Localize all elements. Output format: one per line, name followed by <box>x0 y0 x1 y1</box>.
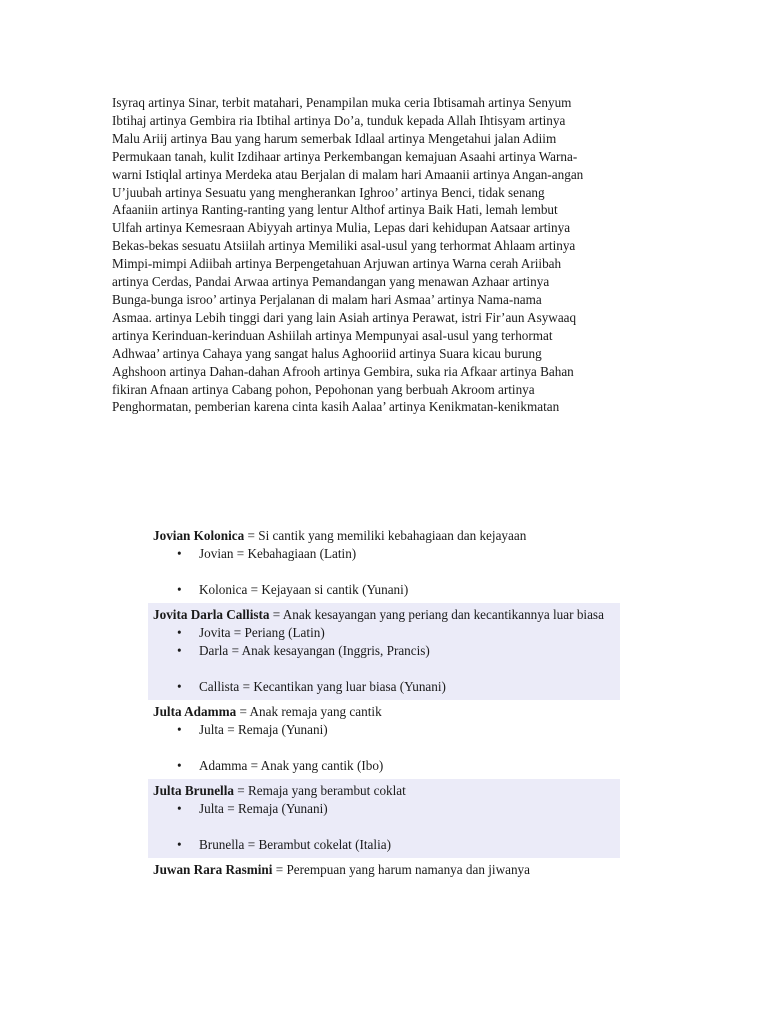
paragraph-line: Mimpi-mimpi Adiibah artinya Berpengetahuan Arjuwan artinya Warna cerah Ariibah <box>112 256 562 272</box>
paragraph-line: artinya Cerdas, Pandai Arwaa artinya Pemandangan yang menawan Azhaar artinya <box>112 274 550 290</box>
name-entry <box>148 700 620 779</box>
paragraph-line: Bekas-bekas sesuatu Atsiilah artinya Memiliki asal-usul yang terhormat Ahlaam artinya <box>112 238 576 254</box>
name-entries-list <box>148 524 620 883</box>
origin-item: • Adamma = Anak yang cantik (Ibo) <box>153 757 615 775</box>
paragraph-line: Ulfah artinya Kemesraan Abiyyah artinya Mulia, Lepas dari kehidupan Aatsaar artinya <box>112 220 571 236</box>
origin-item: • Jovita = Periang (Latin) <box>153 624 615 642</box>
name-entry <box>148 779 620 858</box>
paragraph-line: artinya Kerinduan-kerinduan Ashiilah artinya Mempunyai asal-usul yang terhormat <box>112 327 553 343</box>
entry-meaning: = Anak kesayangan yang periang dan kecantikannya luar biasa <box>269 607 604 622</box>
paragraph-line: Asmaa. artinya Lebih tinggi dari yang lain Asiah artinya Perawat, istri Fir’aun Asywaaq <box>112 309 577 325</box>
origin-item: • Callista = Kecantikan yang luar biasa (Yunani) <box>153 678 615 696</box>
entry-meaning: = Remaja yang berambut coklat <box>233 783 406 798</box>
name-entry <box>148 858 620 883</box>
entry-origin-list <box>153 545 615 599</box>
name-entry <box>148 524 620 603</box>
entry-name: Julta Adamma <box>153 704 237 719</box>
entry-heading <box>153 703 615 721</box>
entry-origin-list <box>153 624 615 696</box>
paragraph-line: fikiran Afnaan artinya Cabang pohon, Pepohonan yang berbuah Akroom artinya <box>112 381 535 397</box>
entry-origin-list <box>153 721 615 775</box>
entry-origin-list <box>153 800 615 854</box>
entry-meaning: = Perempuan yang harum namanya dan jiwanya <box>272 862 530 877</box>
origin-item: • Julta = Remaja (Yunani) <box>153 721 615 739</box>
paragraph-line: Bunga-bunga isroo’ artinya Perjalanan di malam hari Asmaa’ artinya Nama-nama <box>112 291 542 307</box>
paragraph-line: Isyraq artinya Sinar, terbit matahari, Penampilan muka ceria Ibtisamah artinya Senyum <box>112 95 572 110</box>
paragraph-line: U’juubah artinya Sesuatu yang mengherankan Ighroo’ artinya Benci, tidak senang <box>112 184 545 200</box>
paragraph-line: Permukaan tanah, kulit Izdihaar artinya Perkembangan kemajuan Asaahi artinya Warna- <box>112 148 578 164</box>
entry-name: Jovian Kolonica <box>153 528 245 543</box>
entry-meaning: = Si cantik yang memiliki kebahagiaan dan kejayaan <box>244 528 527 543</box>
paragraph-line: Penghormatan, pemberian karena cinta kasih Aalaa’ artinya Kenikmatan-kenikmatan <box>112 399 560 415</box>
paragraph-line: Aghshoon artinya Dahan-dahan Afrooh artinya Gembira, suka ria Afkaar artinya Bahan <box>112 363 574 379</box>
name-entry <box>148 603 620 700</box>
name-meaning-paragraph <box>112 94 657 416</box>
entry-name: Juwan Rara Rasmini <box>153 862 273 877</box>
origin-item: • Jovian = Kebahagiaan (Latin) <box>153 545 615 563</box>
paragraph-line: Adhwaa’ artinya Cahaya yang sangat halus Aghooriid artinya Suara kicau burung <box>112 345 542 361</box>
paragraph-line: Ibtihaj artinya Gembira ria Ibtihal artinya Do’a, tunduk kepada Allah Ihtisyam artinya <box>112 112 566 128</box>
entry-name: Jovita Darla Callista <box>153 607 270 622</box>
entry-heading <box>153 606 615 624</box>
paragraph-line: Malu Ariij artinya Bau yang harum semerbak Idlaal artinya Mengetahui jalan Adiim <box>112 130 557 146</box>
entry-heading <box>153 861 615 879</box>
entry-heading <box>153 527 615 545</box>
paragraph-line: warni Istiqlal artinya Merdeka atau Berjalan di malam hari Amaanii artinya Angan-angan <box>112 166 584 182</box>
origin-item: • Darla = Anak kesayangan (Inggris, Prancis) <box>153 642 615 660</box>
origin-item: • Kolonica = Kejayaan si cantik (Yunani) <box>153 581 615 599</box>
origin-item: • Julta = Remaja (Yunani) <box>153 800 615 818</box>
entry-heading <box>153 782 615 800</box>
entry-meaning: = Anak remaja yang cantik <box>236 704 382 719</box>
entry-name: Julta Brunella <box>153 783 234 798</box>
origin-item: • Brunella = Berambut cokelat (Italia) <box>153 836 615 854</box>
paragraph-line: Afaaniin artinya Ranting-ranting yang lentur Althof artinya Baik Hati, lemah lembut <box>112 202 558 218</box>
